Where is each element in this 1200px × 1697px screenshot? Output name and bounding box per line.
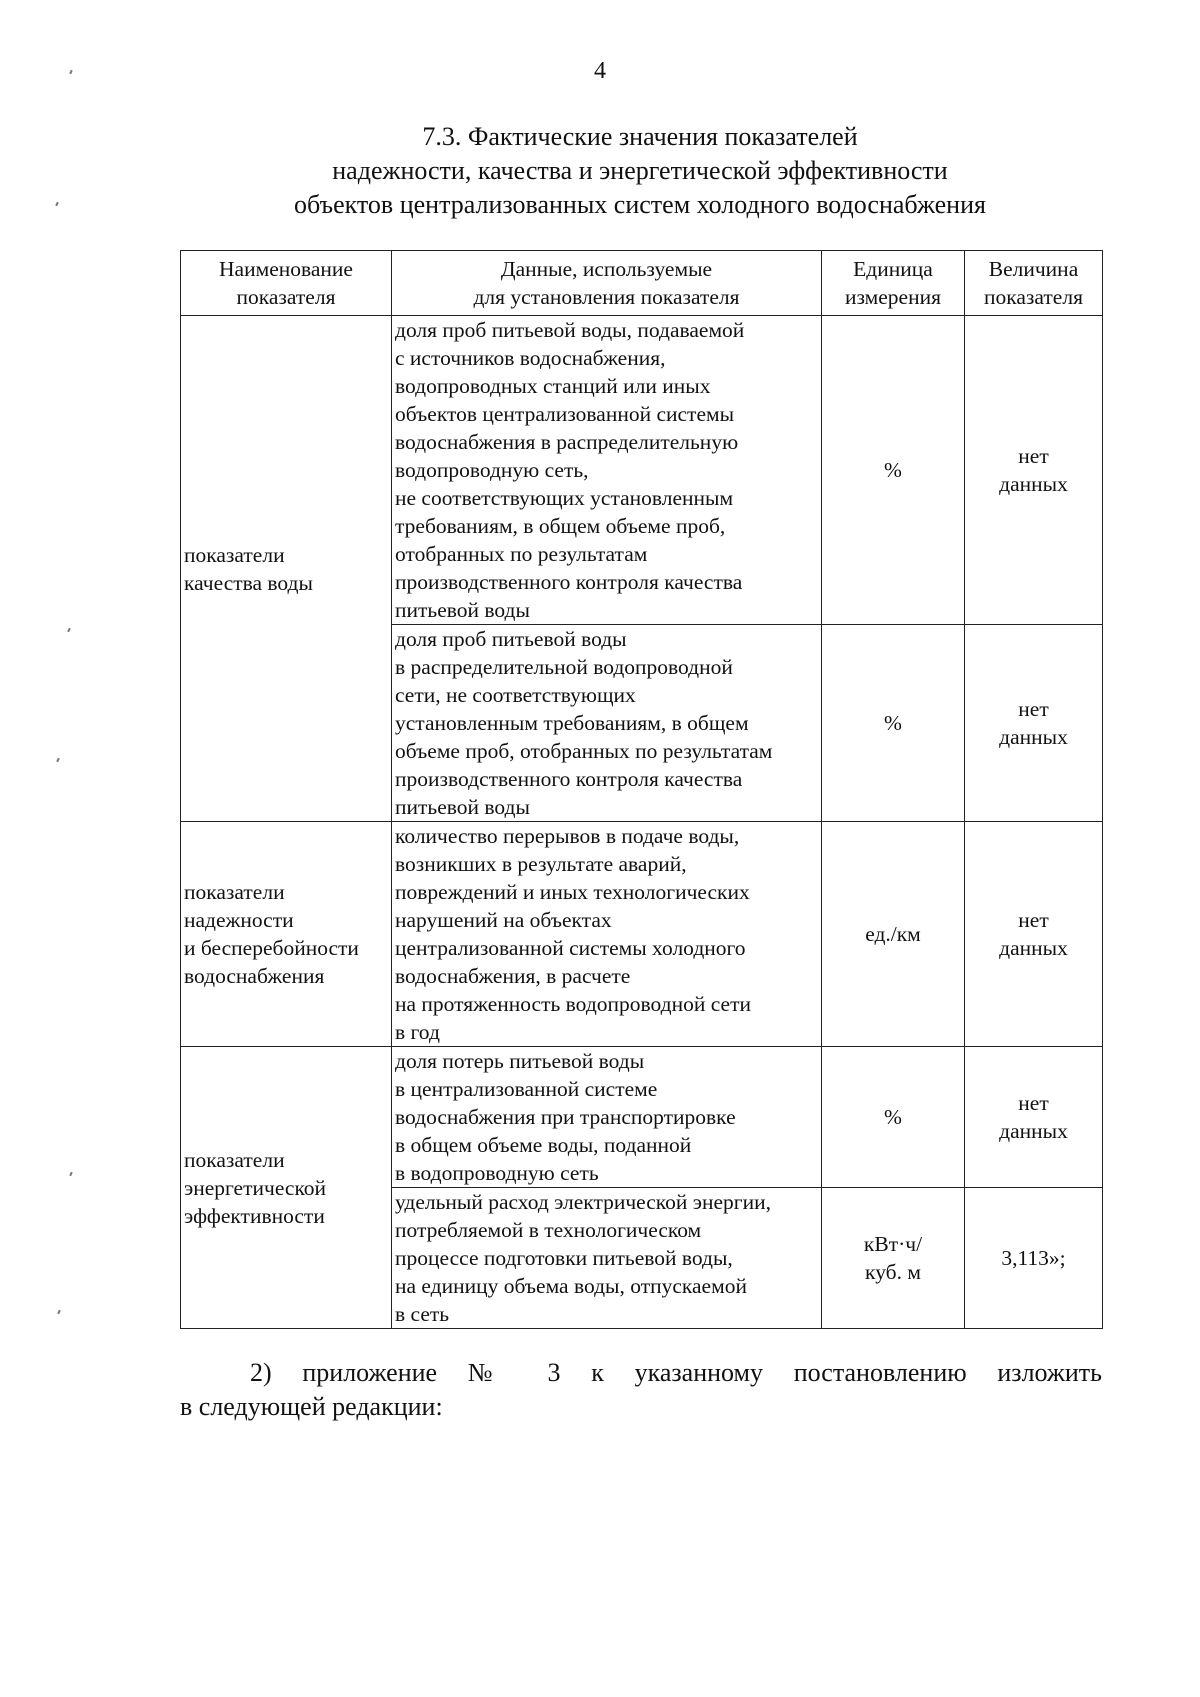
header-unit — [822, 251, 965, 316]
cell-line: водоснабжения в распределительную — [395, 430, 739, 454]
cell-line: в год — [395, 1020, 440, 1044]
indicator-unit — [822, 625, 965, 822]
cell-line: доля проб питьевой воды, подаваемой — [395, 318, 745, 342]
indicator-group-name — [181, 822, 392, 1047]
header-data — [392, 251, 822, 316]
header-line: для установления показателя — [473, 285, 740, 309]
cell-line: куб. м — [865, 1260, 921, 1284]
cell-line: 3,113»; — [1001, 1246, 1066, 1270]
cell-line: нет — [1018, 1091, 1049, 1115]
cell-line: кВт·ч/ — [863, 1232, 923, 1256]
cell-line: водоснабжения — [184, 964, 325, 988]
indicator-data — [392, 1047, 822, 1188]
heading-line: 7.3. Фактические значения показателей — [422, 122, 858, 151]
indicator-value — [965, 316, 1103, 625]
cell-line: с источников водоснабжения, — [395, 346, 666, 370]
table-row — [181, 316, 1103, 625]
page-number: 4 — [594, 58, 606, 84]
indicator-data — [392, 1188, 822, 1329]
header-line: показателя — [236, 285, 336, 309]
cell-line: эффективности — [184, 1203, 325, 1228]
cell-line: и бесперебойности — [184, 936, 359, 960]
cell-line: данных — [999, 725, 1068, 749]
following-paragraph — [180, 1356, 1102, 1424]
cell-line: надежности — [184, 908, 294, 932]
indicator-value — [965, 1047, 1103, 1188]
header-line: Величина — [988, 257, 1079, 281]
table-header-row — [181, 251, 1103, 316]
indicators-table — [180, 250, 1103, 1329]
table-row — [181, 1047, 1103, 1188]
heading-line: надежности, качества и энергетической эффективности — [332, 156, 948, 185]
cell-line: водопроводную сеть, — [395, 458, 589, 482]
indicator-data — [392, 316, 822, 625]
scan-mark — [57, 1310, 61, 1314]
cell-line: в сеть — [395, 1302, 450, 1326]
header-line: Единица — [853, 257, 933, 281]
indicator-unit — [822, 822, 965, 1047]
cell-line: требованиям, в общем объеме проб, — [395, 514, 726, 538]
cell-line: питьевой воды — [395, 598, 530, 622]
cell-line: возникших в результате аварий, — [395, 852, 687, 876]
cell-line: в общем объеме воды, поданной — [395, 1133, 692, 1157]
header-line: измерения — [844, 285, 942, 309]
cell-line: процессе подготовки питьевой воды, — [395, 1246, 733, 1270]
cell-line: в распределительной водопроводной — [395, 655, 733, 679]
paragraph-line: в следующей редакции: — [180, 1392, 443, 1421]
cell-line: ед./км — [865, 922, 921, 946]
indicator-group-name — [181, 316, 392, 822]
indicator-data — [392, 625, 822, 822]
cell-line: водопроводных станций или иных — [395, 374, 711, 398]
cell-line: удельный расход электрической энергии, — [395, 1190, 772, 1214]
cell-line: на единицу объема воды, отпускаемой — [395, 1274, 747, 1298]
indicator-data — [392, 822, 822, 1047]
indicator-unit — [822, 1188, 965, 1329]
cell-line: данных — [999, 1119, 1068, 1143]
indicator-value — [965, 625, 1103, 822]
indicator-value — [965, 822, 1103, 1047]
header-name — [181, 251, 392, 316]
section-heading — [180, 120, 1100, 222]
cell-line: качества воды — [184, 570, 313, 595]
scan-mark — [67, 628, 71, 632]
cell-line: в водопроводную сеть — [395, 1161, 599, 1185]
header-value — [965, 251, 1103, 316]
cell-line: % — [884, 1105, 902, 1129]
cell-line: количество перерывов в подаче воды, — [395, 824, 740, 848]
cell-line: отобранных по результатам — [395, 542, 648, 566]
cell-line: повреждений и иных технологических — [395, 880, 750, 904]
heading-line: объектов централизованных систем холодного водоснабжения — [294, 190, 986, 219]
cell-line: производственного контроля качества — [395, 570, 743, 594]
cell-line: энергетической — [184, 1175, 327, 1200]
cell-line: не соответствующих установленным — [395, 486, 734, 510]
table-row — [181, 822, 1103, 1047]
cell-line: в централизованной системе — [395, 1077, 658, 1101]
cell-line: нарушений на объектах — [395, 908, 612, 932]
cell-line: данных — [999, 472, 1068, 496]
header-line: показателя — [984, 285, 1083, 309]
cell-line: доля потерь питьевой воды — [395, 1049, 645, 1073]
cell-line: питьевой воды — [395, 795, 530, 819]
cell-line: водоснабжения при транспортировке — [395, 1105, 736, 1129]
indicator-value — [965, 1188, 1103, 1329]
cell-line: показатели — [184, 880, 285, 904]
cell-line: % — [884, 458, 902, 482]
cell-line: сети, не соответствующих — [395, 683, 636, 707]
paragraph-line: 2) приложение № 3 к указанному постановлению изложить — [250, 1358, 1102, 1387]
indicator-unit — [822, 316, 965, 625]
cell-line: производственного контроля качества — [395, 767, 743, 791]
scan-mark — [69, 1172, 73, 1176]
cell-line: показатели — [184, 542, 285, 567]
cell-line: объеме проб, отобранных по результатам — [395, 739, 773, 763]
cell-line: потребляемой в технологическом — [395, 1218, 702, 1242]
header-line: Данные, используемые — [500, 257, 713, 281]
header-line: Наименование — [219, 257, 353, 281]
scan-mark — [55, 202, 59, 206]
cell-line: данных — [999, 936, 1068, 960]
indicator-group-name — [181, 1047, 392, 1329]
cell-line: нет — [1018, 444, 1049, 468]
scan-mark — [56, 758, 60, 762]
cell-line: водоснабжения, в расчете — [395, 964, 631, 988]
cell-line: доля проб питьевой воды — [395, 627, 627, 651]
cell-line: нет — [1018, 908, 1049, 932]
cell-line: установленным требованиям, в общем — [395, 711, 749, 735]
cell-line: нет — [1018, 697, 1049, 721]
cell-line: показатели — [184, 1147, 285, 1172]
cell-line: % — [884, 711, 902, 735]
indicator-unit — [822, 1047, 965, 1188]
cell-line: на протяженность водопроводной сети — [395, 992, 751, 1016]
cell-line: централизованной системы холодного — [395, 936, 746, 960]
cell-line: объектов централизованной системы — [395, 402, 735, 426]
